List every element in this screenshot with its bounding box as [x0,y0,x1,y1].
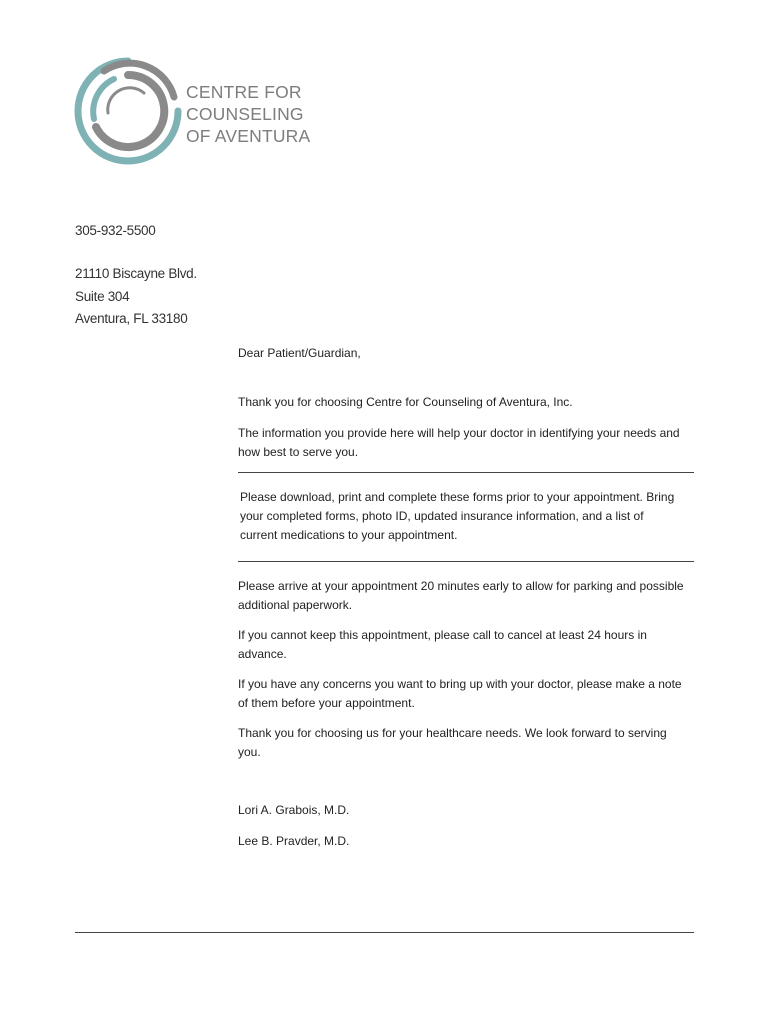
divider-middle [238,561,694,562]
logo-rings-icon [74,57,182,165]
salutation: Dear Patient/Guardian, [238,346,361,360]
logo-line-2: COUNSELING [186,104,304,124]
practice-logo [74,57,311,165]
divider-top [238,472,694,473]
cancel-paragraph: If you cannot keep this appointment, please call to cancel at least 24 hours in advance. [238,628,647,661]
signer-1: Lori A. Grabois, M.D. [238,803,350,817]
intro-paragraph: Thank you for choosing Centre for Counseling of Aventura, Inc. [238,395,573,409]
arrive-paragraph: Please arrive at your appointment 20 minutes early to allow for parking and possible additional paperwork. [238,579,684,612]
logo-line-3: OF AVENTURA [186,126,311,146]
concerns-paragraph: If you have any concerns you want to bring up with your doctor, please make a note of them before your appointment. [238,677,682,710]
closing-paragraph: Thank you for choosing us for your healthcare needs. We look forward to serving you. [238,726,667,759]
signer-2: Lee B. Pravder, M.D. [238,834,350,848]
divider-footer [75,932,694,933]
logo-wordmark [186,81,310,147]
logo-line-1: CENTRE FOR [186,82,302,102]
address-line-1: 21110 Biscayne Blvd. [75,266,197,281]
info-paragraph: The information you provide here will help your doctor in identifying your needs and how best to serve you. [238,426,680,459]
forms-paragraph: Please download, print and complete these forms prior to your appointment. Bring your completed forms, photo ID, updated insurance information, and a list of current medications to your appointment. [240,490,675,542]
address-line-3: Aventura, FL 33180 [75,311,188,326]
address-line-2: Suite 304 [75,289,130,304]
phone-number: 305-932-5500 [75,223,156,238]
